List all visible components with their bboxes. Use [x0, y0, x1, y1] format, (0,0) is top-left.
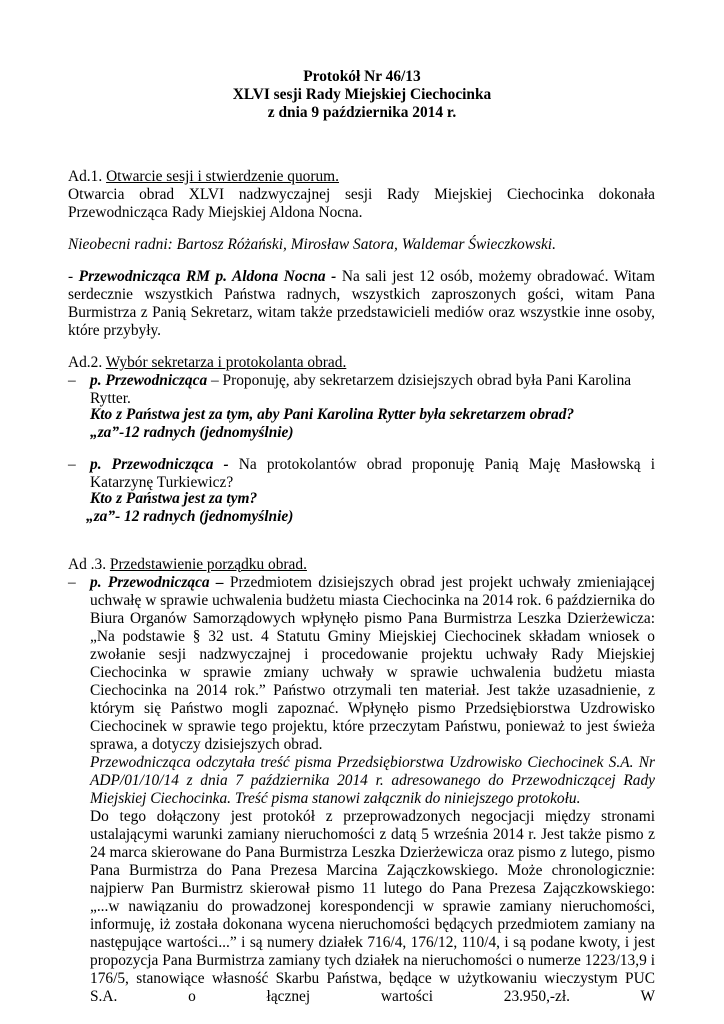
- ad2-vote-2: „za”- 12 radnych (jednomyślnie): [86, 508, 294, 525]
- ad3-heading-text: Przedstawienie porządku obrad.: [109, 556, 307, 573]
- session-title: XLVI sesji Rady Miejskiej Ciechocinka: [232, 86, 492, 103]
- ad3-paragraph-2: Do tego dołączony jest protokół z przeprowadzonych negocjacji między stronami ustalającymi warunki zamiany nieruchomości z datą 5 września 2014 r. Jest także pismo z 24 marca skierowane do Pana Burmistrza Leszka Dzierżewicza oraz pismo z lutego, pismo Pana Burmistrza do Pana Prezesa Marcina Zajączkowskiego. Może chronologicznie: najpierw Pan Burmistrz skierował pismo 11 lutego do Pana Prezesa Zajączkowskiego: „...w nawiązaniu do prowadzonej korespondencji w sprawie zamiany nieruchomości, informuję, iż została dokonana wycena nieruchomości będących przedmiotem zamiany na następujące wartości...” i są numery działek 716/4, 176/12, 110/4, i są podane kwoty, i jest propozycja Pana Burmistrza zamiany tych działek na nieruchomości o numerze 1223/13,9 i 176/5, stanowiące własność Skarbu Państwa, będące w użytkowaniu wieczystym PUC S.A. o łącznej wartości 23.950,-zł. W: [90, 808, 655, 1005]
- ad2-bullet-2: –: [68, 456, 76, 473]
- ad1-paragraph: Otwarcia obrad XLVI nadzwyczajnej sesji Rady Miejskiej Ciechocinka dokonała Przewodnicząca Rady Miejskiej Aldona Nocna.: [68, 186, 655, 221]
- ad1-speaker: Przewodnicząca RM p. Aldona Nocna -: [78, 268, 337, 285]
- ad1-speech: [68, 268, 655, 340]
- ad3-paragraph-1: [90, 574, 655, 754]
- ad1-heading: [68, 168, 655, 186]
- ad3-speaker: p. Przewodnicząca –: [90, 574, 224, 591]
- ad3-paragraph-1-text: Przedmiotem dzisiejszych obrad jest projekt uchwały zmieniającej uchwałę w sprawie uchwalenia budżetu miasta Ciechocinka na 2014 rok. 6 października do Biura Organów Samorządowych wpłynęło pismo Pana Burmistrza Leszka Dzierżewicza: „Na podstawie § 32 ust. 4 Statutu Gminy Miejskiej Ciechocinek składam wniosek o zwołanie sesji nadzwyczajnej i procedowanie projektu uchwały Rady Miejskiej Ciechocinka w sprawie zmiany uchwały w sprawie uchwalenia budżetu miasta Ciechocinka na 2014 rok.” Państwo otrzymali ten materiał. Jest także uzasadnienie, z którym się Państwo mogli zapoznać. Wpłynęło pismo Przedsiębiorstwa Uzdrowisko Ciechocinek w sprawie tego projektu, które przeczytam Państwu, ponieważ to jest świeża sprawa, a dotyczy dzisiejszych obrad.: [90, 574, 655, 753]
- ad2-proposal-2-text: Na protokolantów obrad proponuję Panią Maję Masłowską i Katarzynę Turkiewicz?: [90, 456, 656, 491]
- ad2-proposal-2: [90, 456, 655, 492]
- ad1-absent-councillors: Nieobecni radni: Bartosz Różański, Mirosław Satora, Waldemar Świeczkowski.: [68, 236, 556, 253]
- ad2-heading: [68, 354, 655, 372]
- ad3-heading-prefix: Ad .3.: [68, 556, 110, 573]
- ad1-heading-text: Otwarcie sesji i stwierdzenie quorum.: [106, 168, 339, 185]
- ad3-body: [90, 574, 655, 1006]
- ad2-proposal-1-text: – Proponuję, aby sekretarzem dzisiejszych obrad była Pani Karolina Rytter.: [90, 372, 632, 407]
- ad3-bullet: –: [68, 574, 76, 591]
- document-header: [0, 68, 724, 122]
- ad2-question-2: Kto z Państwa jest za tym?: [90, 490, 258, 507]
- ad2-heading-text: Wybór sekretarza i protokolanta obrad.: [105, 354, 347, 371]
- ad2-speaker-2: p. Przewodnicząca -: [90, 456, 229, 473]
- ad2-question-1: Kto z Państwa jest za tym, aby Pani Karolina Rytter była sekretarzem obrad?: [90, 406, 575, 423]
- ad2-proposal-1: [90, 372, 655, 408]
- ad2-vote-1: „za”-12 radnych (jednomyślnie): [90, 424, 294, 441]
- ad2-bullet-1: –: [68, 372, 76, 389]
- ad3-heading: [68, 556, 655, 574]
- ad1-heading-prefix: Ad.1.: [68, 168, 107, 185]
- session-date: z dnia 9 października 2014 r.: [267, 104, 457, 121]
- ad2-heading-prefix: Ad.2.: [68, 354, 106, 371]
- ad2-speaker-1: p. Przewodnicząca: [90, 372, 208, 389]
- ad1-speech-text: Na sali jest 12 osób, możemy obradować. Witam serdecznie wszystkich Państwa radnych, wszystkich zaproszonych gości, witam Pana Burmistrza z Panią Sekretarz, witam także przedstawicieli mediów oraz wszystkie inne osoby, które przybyły.: [68, 268, 655, 339]
- ad1-speech-prefix: -: [68, 268, 79, 285]
- ad3-italic-note: Przewodnicząca odczytała treść pisma Przedsiębiorstwa Uzdrowisko Ciechocinek S.A. Nr ADP/01/10/14 z dnia 7 października 2014 r. adresowanego do Przewodniczącej Rady Miejskiej Ciechocinka. Treść pisma stanowi załącznik do niniejszego protokołu.: [90, 754, 655, 807]
- protocol-number: Protokół Nr 46/13: [303, 68, 421, 85]
